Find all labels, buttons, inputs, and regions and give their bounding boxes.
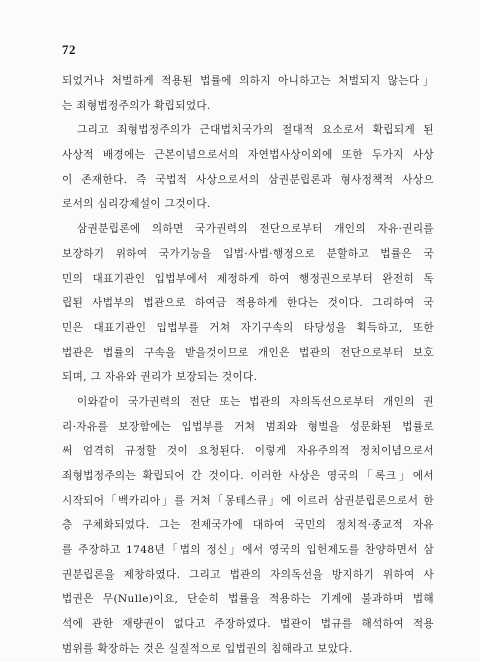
text-body xyxy=(62,69,434,662)
paragraph xyxy=(62,217,434,390)
text-line: 범위를 확장하는 것은 실질적으로 입법권의 침해라고 보았다. xyxy=(62,642,353,655)
paragraph xyxy=(62,69,434,118)
text-line: 는 죄형법정주의가 확립되었다. xyxy=(62,99,211,112)
text-line: 보장하기 위하여 국가기능을 입법·사법·행정으로 분할하고 법률은 국 xyxy=(62,247,434,260)
text-line: 죄형법정주의는 확립되어 간 것이다. 이러한 사상은 영국의「록크」에서 xyxy=(62,470,434,482)
text-line: 이와같이 국가권력의 전단 또는 법관의 자의독선으로부터 개인의 권 xyxy=(77,395,434,408)
text-line: 를 주장하고 1748년「법의 정신」에서 영국의 입헌제도를 찬양하면서 삼 xyxy=(62,544,434,557)
text-line: 권분립론을 제창하였다. 그리고 법관의 자의독선을 방지하기 위하여 사 xyxy=(62,568,434,581)
paragraph xyxy=(62,118,434,217)
text-line: 시작되어「벡카리아」를 거쳐「몽테스큐」에 이르러 삼권분립론으로서 한 xyxy=(62,494,434,507)
text-line: 되었거나 처벌하게 적용된 법률에 의하지 아니하고는 처벌되지 않는다」 xyxy=(62,75,434,87)
text-line: 되며, 그 자유와 권리가 보장되는 것이다. xyxy=(62,371,258,384)
text-line: 사상적 배경에는 근본이념으로서의 자연법사상이외에 또한 두가지 사상 xyxy=(62,149,434,162)
text-line: 리·자유를 보장함에는 입법부를 거쳐 범죄와 형벌을 성문화된 법률로 xyxy=(62,420,434,433)
text-line: 이 존재한다. 즉 국법적 사상으로서의 삼권분립론과 형사정책적 사상으 xyxy=(62,173,434,186)
text-line: 삼권분립론에 의하면 국가권력의 전단으로부터 개인의 자유·권리를 xyxy=(77,223,434,236)
text-line: 민의 대표기관인 입법부에서 제정하게 하여 행정권으로부터 완전히 독 xyxy=(62,272,434,285)
text-line: 그리고 죄형법정주의가 근대법치국가의 절대적 요소로서 확립되게 된 xyxy=(77,124,434,137)
text-line: 법관은 법률의 구속을 받을것이므로 개인은 법관의 전단으로부터 보호 xyxy=(62,346,434,359)
text-line: 립된 사법부의 법관으로 하여금 적용하게 한다는 것이다. 그리하여 국 xyxy=(62,297,434,310)
page-number: 72 xyxy=(62,42,76,57)
text-line: 민은 대표기관인 입법부를 거쳐 자기구속의 타당성을 획득하고, 또한 xyxy=(62,321,434,334)
text-line: 법권은 무(Nulle)이요, 단순히 법률을 적용하는 기계에 불과하며 법해 xyxy=(62,593,434,606)
text-line: 층 구체화되었다. 그는 전제국가에 대하여 국민의 정치적·종교적 자유 xyxy=(62,519,434,532)
text-line: 석에 관한 재량권이 없다고 주장하였다. 법관이 법규를 해석하여 적용 xyxy=(62,618,434,631)
text-line: 로서의 심리강제설이 그것이다. xyxy=(62,198,211,211)
text-line: 써 엄격히 규정할 것이 요청된다. 이렇게 자유주의적 정치이념으로서 xyxy=(62,445,434,458)
paragraph xyxy=(62,390,434,662)
